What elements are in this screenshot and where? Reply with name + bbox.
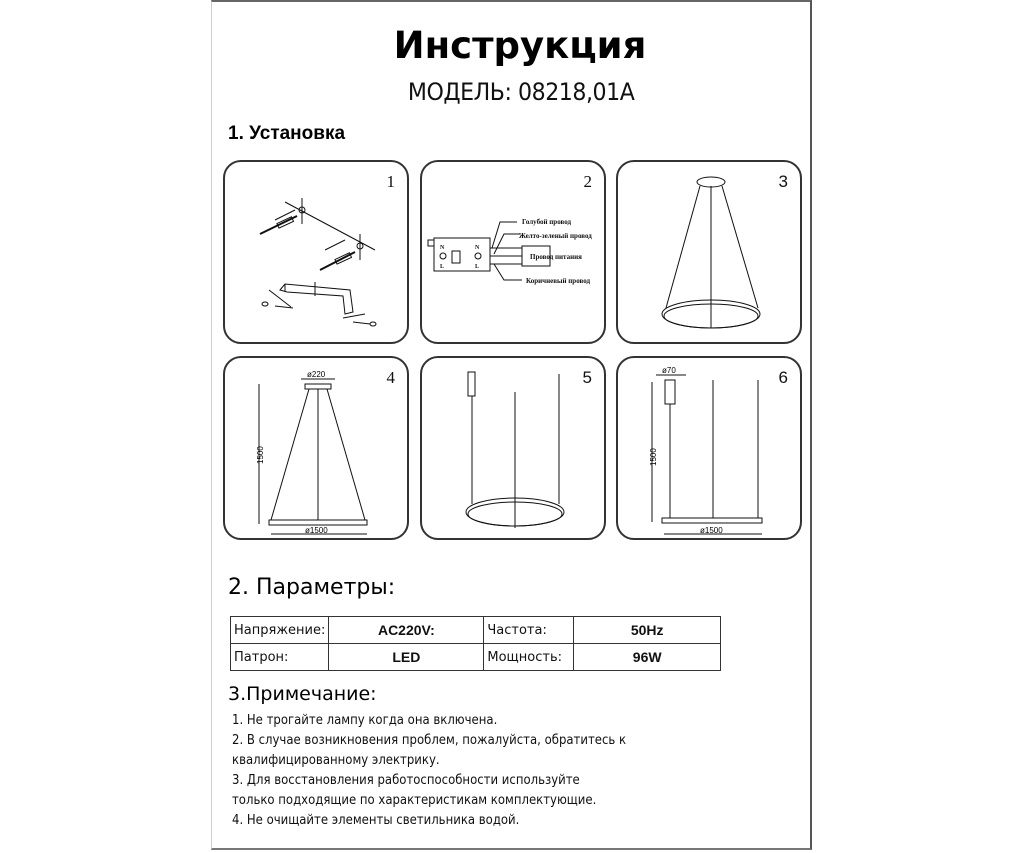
brown-wire-label: Коричневый провод	[526, 277, 591, 285]
frequency-label: Частота:	[484, 617, 574, 644]
figure-number: 2	[583, 172, 592, 191]
wall-mount-diagram-icon	[225, 162, 411, 346]
svg-text:N: N	[475, 245, 480, 251]
model-number: МОДЕЛЬ: 08218,01A	[407, 78, 635, 106]
figure-4-dimensions-canopy	[223, 356, 409, 540]
terminal-block-diagram-icon	[422, 162, 608, 346]
svg-text:N: N	[440, 245, 445, 251]
height-label: 1500	[256, 446, 265, 464]
figure-number: 3	[778, 172, 788, 191]
power-label: Мощность:	[484, 644, 574, 671]
table-row	[231, 617, 721, 644]
document-title: Инструкция	[393, 24, 647, 67]
ring-diameter-label: ø1500	[305, 526, 328, 535]
figure-3-pendant	[616, 160, 802, 344]
section-installation-heading: 1. Установка	[228, 123, 346, 144]
note-line: 2. В случае возникновения проблем, пожалуйста, обратитесь к	[232, 733, 627, 748]
svg-text:L: L	[440, 264, 445, 270]
table-row	[231, 644, 721, 671]
figure-2-wiring	[420, 160, 606, 344]
socket-value: LED	[329, 644, 484, 671]
ring-diameter-label: ø1500	[700, 526, 723, 535]
figure-number: 4	[386, 368, 395, 387]
figure-number: 6	[778, 368, 788, 387]
figure-number: 5	[582, 368, 592, 387]
canopy-diameter-label: ø220	[307, 370, 326, 379]
height-label: 1500	[649, 448, 658, 466]
note-line: только подходящие по характеристикам комплектующие.	[232, 793, 597, 808]
notes-list	[232, 711, 802, 831]
parameters-table	[230, 616, 721, 671]
canopy-diameter-label: ø70	[662, 366, 676, 375]
voltage-label: Напряжение:	[231, 617, 329, 644]
dimension-diagram-icon	[225, 358, 411, 542]
svg-text:L: L	[475, 264, 480, 270]
note-line: квалифицированному электрику.	[232, 753, 440, 768]
section-parameters-heading: 2. Параметры:	[228, 575, 396, 600]
note-line: 4. Не очищайте элементы светильника водой.	[232, 813, 520, 828]
pendant-ring-diagram-icon	[618, 162, 804, 346]
figure-1-wall-mounting	[223, 160, 409, 344]
note-line: 1. Не трогайте лампу когда она включена.	[232, 713, 498, 728]
power-value: 96W	[574, 644, 721, 671]
note-line: 3. Для восстановления работоспособности используйте	[232, 773, 580, 788]
pendant-cylinder-diagram-icon	[422, 358, 608, 542]
socket-label: Патрон:	[231, 644, 329, 671]
blue-wire-label: Голубой провод	[522, 218, 572, 226]
figure-number: 1	[386, 172, 395, 191]
frequency-value: 50Hz	[574, 617, 721, 644]
figure-6-dimensions-cylinder	[616, 356, 802, 540]
power-wire-label: Провод питания	[530, 253, 582, 261]
figure-5-pendant-cylinder	[420, 356, 606, 540]
section-notes-heading: 3.Примечание:	[228, 683, 377, 705]
voltage-value: AC220V:	[329, 617, 484, 644]
instruction-page	[211, 0, 812, 850]
dimension-cylinder-diagram-icon	[618, 358, 804, 542]
yellow-green-wire-label: Желто-зеленый провод	[519, 232, 592, 240]
